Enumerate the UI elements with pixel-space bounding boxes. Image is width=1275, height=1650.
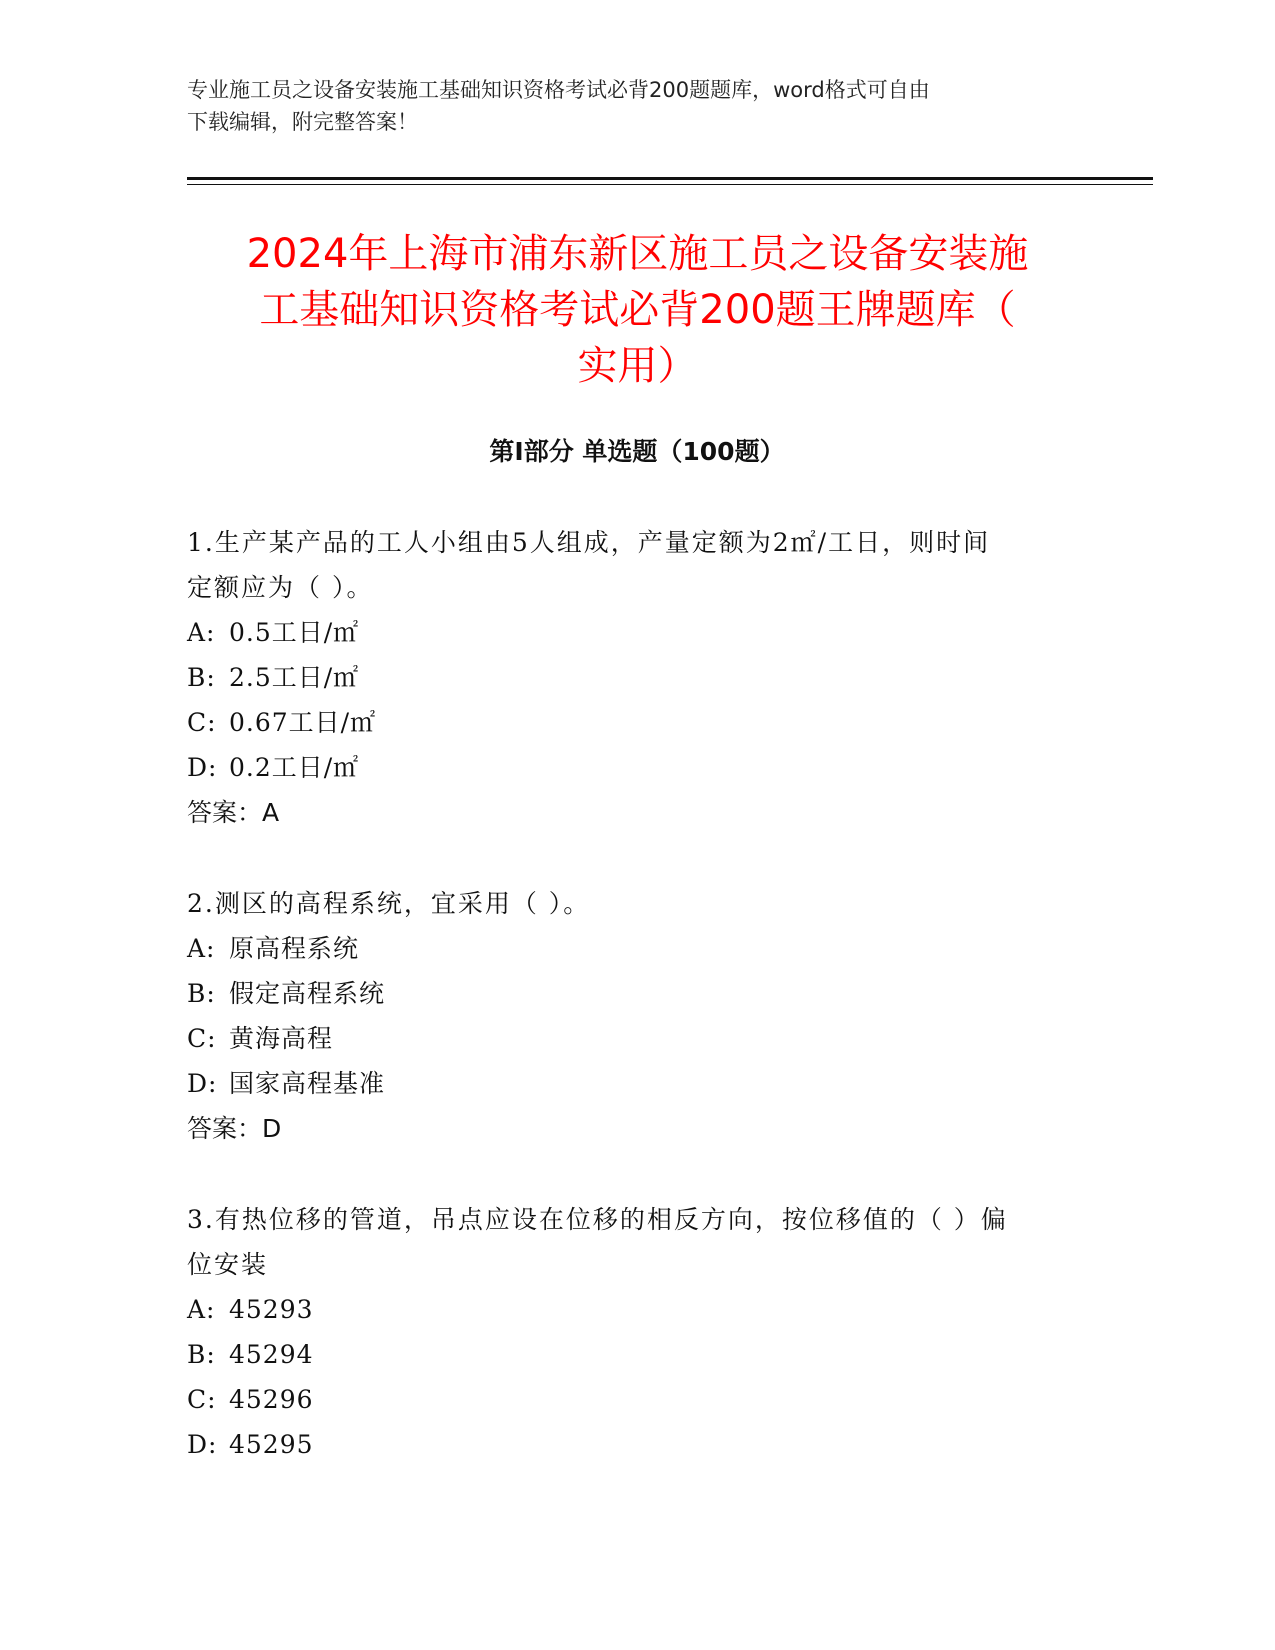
option-c — [187, 700, 1067, 745]
option-a — [187, 610, 1067, 655]
option-text: 国家高程基准 — [229, 1069, 386, 1098]
question-1 — [187, 520, 1067, 835]
option-letter: D: — [187, 753, 218, 782]
option-text: 黄海高程 — [229, 1024, 334, 1053]
header-divider-thick — [187, 177, 1153, 180]
option-b — [187, 971, 1067, 1016]
option-c — [187, 1377, 1067, 1422]
option-letter: A: — [187, 618, 216, 647]
option-a — [187, 1287, 1067, 1332]
option-letter: B: — [187, 979, 216, 1008]
question-2 — [187, 881, 1067, 1151]
question-stem-line-2: 定额应为（ ）。 — [187, 573, 374, 602]
question-stem-line-1: 2.测区的高程系统，宜采用（ ）。 — [187, 889, 591, 918]
question-3 — [187, 1197, 1067, 1467]
option-text: 2.5工日/㎡ — [229, 663, 360, 692]
option-letter: D: — [187, 1069, 218, 1098]
option-d — [187, 745, 1067, 790]
option-b — [187, 1332, 1067, 1377]
option-text: 原高程系统 — [229, 934, 360, 963]
document-title-line-1: 2024年上海市浦东新区施工员之设备安装施 — [246, 231, 1029, 277]
document-title — [170, 226, 1105, 394]
header-note — [187, 74, 1087, 138]
option-a — [187, 926, 1067, 971]
option-letter: B: — [187, 663, 216, 692]
option-text: 0.67工日/㎡ — [229, 708, 377, 737]
option-b — [187, 655, 1067, 700]
document-title-line-3: 实用） — [577, 343, 698, 389]
option-text: 45294 — [229, 1340, 314, 1369]
question-stem-line-2: 位安装 — [187, 1250, 269, 1279]
option-letter: A: — [187, 934, 216, 963]
document-title-line-2: 工基础知识资格考试必背200题王牌题库（ — [259, 287, 1016, 333]
option-letter: C: — [187, 708, 217, 737]
answer-label: 答案：A — [187, 798, 280, 827]
option-text: 45295 — [229, 1430, 314, 1459]
question-stem-line-1: 1.生产某产品的工人小组由5人组成，产量定额为2㎡/工日，则时间 — [187, 528, 991, 557]
option-text: 45293 — [229, 1295, 314, 1324]
answer-label: 答案：D — [187, 1114, 282, 1143]
question-stem-line-1: 3.有热位移的管道，吊点应设在位移的相反方向，按位移值的（ ）偏 — [187, 1205, 1008, 1234]
header-divider-thin — [187, 184, 1153, 185]
option-text: 0.5工日/㎡ — [229, 618, 360, 647]
option-d — [187, 1061, 1067, 1106]
option-letter: D: — [187, 1430, 218, 1459]
question-list — [187, 520, 1067, 1513]
option-text: 假定高程系统 — [229, 979, 386, 1008]
option-c — [187, 1016, 1067, 1061]
option-text: 0.2工日/㎡ — [229, 753, 360, 782]
section-title: 第Ⅰ部分 单选题（100题） — [489, 437, 785, 466]
header-note-line-1: 专业施工员之设备安装施工基础知识资格考试必背200题题库，word格式可自由 — [187, 78, 930, 102]
option-letter: C: — [187, 1024, 217, 1053]
option-letter: C: — [187, 1385, 217, 1414]
option-letter: B: — [187, 1340, 216, 1369]
option-d — [187, 1422, 1067, 1467]
option-letter: A: — [187, 1295, 216, 1324]
header-note-line-2: 下载编辑，附完整答案！ — [187, 110, 418, 134]
option-text: 45296 — [229, 1385, 314, 1414]
